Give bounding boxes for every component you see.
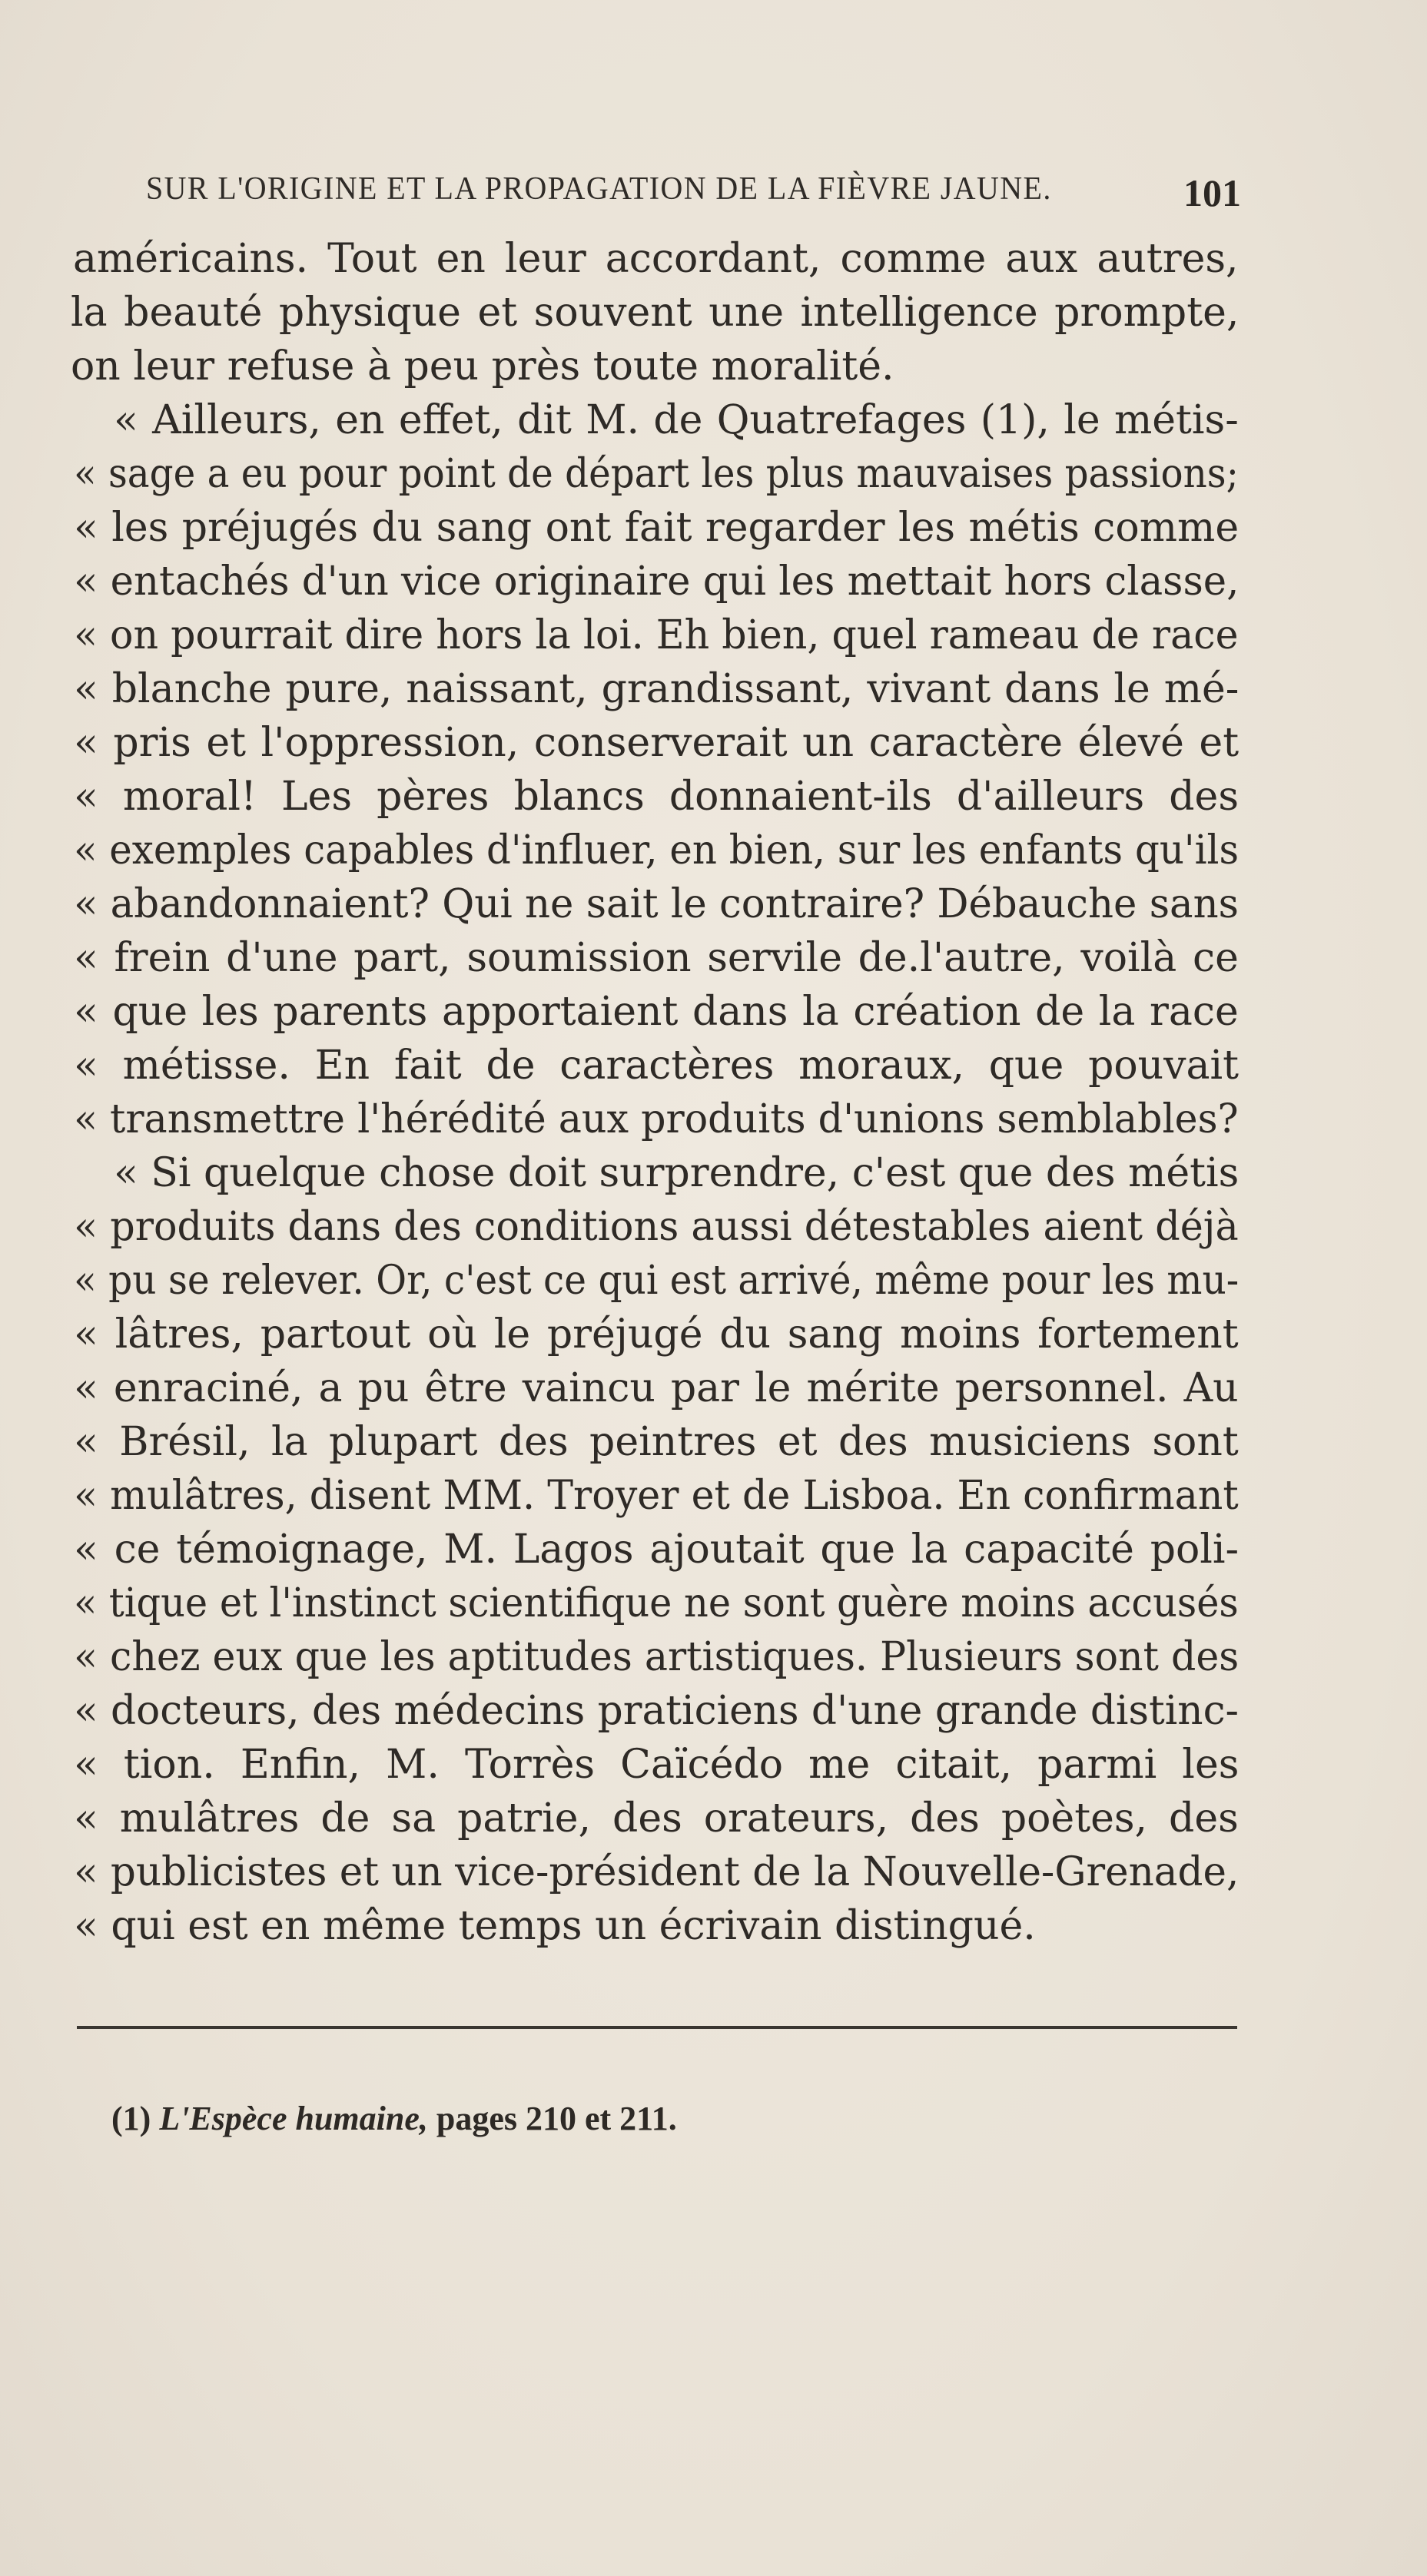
text-line: « on pourrait dire hors la loi. Eh bien, quel rameau de race: [74, 612, 1239, 658]
running-head: SUR L'ORIGINE ET LA PROPAGATION DE LA FIÈVRE JAUNE.: [146, 171, 1052, 207]
text-line: « moral! Les pères blancs donnaient-ils d'ailleurs des: [74, 774, 1239, 820]
text-line: « ce témoignage, M. Lagos ajoutait que la capacité poli-: [74, 1527, 1239, 1573]
text-line: « chez eux que les aptitudes artistiques. Plusieurs sont des: [74, 1634, 1239, 1680]
text-line: « frein d'une part, soumission servile de.l'autre, voilà ce: [74, 935, 1239, 981]
footnote-rule: [77, 2026, 1237, 2029]
text-line: « lâtres, partout où le préjugé du sang moins fortement: [74, 1311, 1239, 1358]
footnote-marker: (1): [111, 2100, 151, 2137]
text-line: « mulâtres de sa patrie, des orateurs, des poètes, des: [74, 1795, 1239, 1842]
text-line: « exemples capables d'influer, en bien, sur les enfants qu'ils: [74, 827, 1239, 874]
text-line: « pu se relever. Or, c'est ce qui est arrivé, même pour les mu-: [74, 1258, 1239, 1304]
text-line: « sage a eu pour point de départ les plus mauvaises passions;: [74, 451, 1239, 497]
text-line: américains. Tout en leur accordant, comme aux autres,: [73, 236, 1239, 282]
text-line: « les préjugés du sang ont fait regarder les métis comme: [74, 505, 1239, 551]
text-line: « métisse. En fait de caractères moraux, que pouvait: [74, 1043, 1239, 1089]
footnote-pages: pages 210 et 211.: [436, 2100, 677, 2137]
text-line: « qui est en même temps un écrivain distingué.: [74, 1903, 1036, 1949]
text-line: « pris et l'oppression, conserverait un caractère élevé et: [74, 720, 1239, 766]
text-line: « Brésil, la plupart des peintres et des musiciens sont: [74, 1419, 1239, 1465]
text-line: « que les parents apportaient dans la création de la race: [74, 989, 1239, 1035]
text-line: « entachés d'un vice originaire qui les mettait hors classe,: [74, 559, 1239, 605]
text-line: « blanche pure, naissant, grandissant, vivant dans le mé-: [74, 666, 1239, 712]
text-line: la beauté physique et souvent une intelligence prompte,: [71, 290, 1239, 336]
text-line: on leur refuse à peu près toute moralité.: [71, 343, 894, 390]
text-line: « publicistes et un vice-président de la Nouvelle-Grenade,: [74, 1849, 1239, 1895]
text-line: « Si quelque chose doit surprendre, c'est que des métis: [114, 1150, 1239, 1196]
text-line: « docteurs, des médecins praticiens d'une grande distinc-: [74, 1688, 1239, 1734]
page-number: 101: [1183, 171, 1241, 214]
text-line: « tion. Enfin, M. Torrès Caïcédo me citait, parmi les: [74, 1742, 1239, 1788]
text-line: « transmettre l'hérédité aux produits d'unions semblables?: [74, 1096, 1239, 1142]
text-line: « mulâtres, disent MM. Troyer et de Lisboa. En confirmant: [74, 1473, 1239, 1519]
text-line: « Ailleurs, en effet, dit M. de Quatrefages (1), le métis-: [114, 397, 1239, 443]
footnote-title: L'Espèce humaine,: [159, 2100, 428, 2137]
text-line: « abandonnaient? Qui ne sait le contraire? Débauche sans: [74, 881, 1239, 927]
text-line: « produits dans des conditions aussi détestables aient déjà: [74, 1204, 1239, 1250]
text-line: « tique et l'instinct scientifique ne sont guère moins accusés: [74, 1580, 1239, 1626]
footnote: [111, 2099, 677, 2138]
text-line: « enraciné, a pu être vaincu par le mérite personnel. Au: [74, 1365, 1239, 1411]
